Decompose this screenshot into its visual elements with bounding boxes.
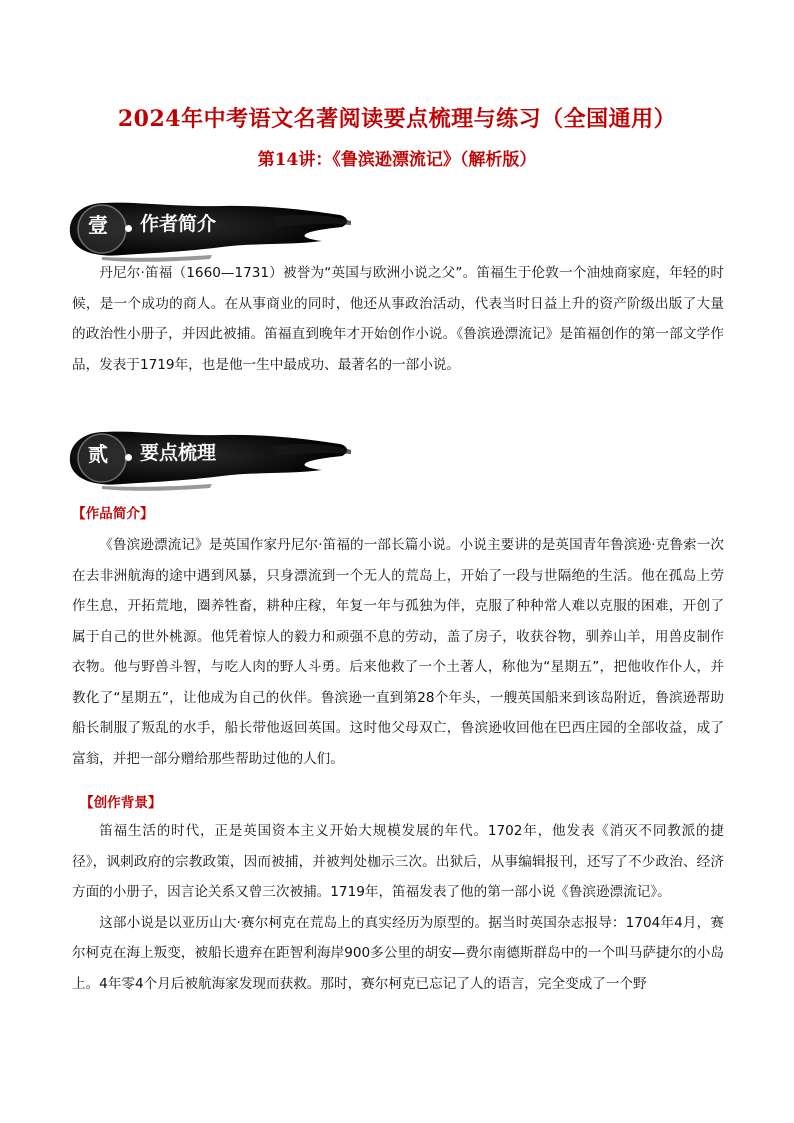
section-banner-author	[62, 197, 352, 263]
background-paragraph: 这部小说是以亚历山大·赛尔柯克在荒岛上的真实经历为原型的。据当时英国杂志报导：1704年4月，赛尔柯克在海上叛变，被船长遗弃在距智利海岸900多公里的胡安—费尔南德斯群岛中的一个叫马萨捷尔的小岛上。4年零4个月后被航海家发现而获救。那时，赛尔柯克已忘记了人的语言，完全变成了一个野	[72, 914, 724, 992]
document-title: 2024年中考语文名著阅读要点梳理与练习（全国通用）	[117, 106, 677, 132]
document-subtitle: 第14讲：《鲁滨逊漂流记》（解析版）	[257, 150, 537, 170]
work-intro-text: 《鲁滨逊漂流记》是英国作家丹尼尔·笛福的一部长篇小说。小说主要讲的是英国青年鲁滨逊·克鲁索一次在去非洲航海的途中遇到风暴，只身漂流到一个无人的荒岛上，开始了一段与世隔绝的生活。他在孤岛上劳作生息，开拓荒地，圈养牲畜，耕种庄稼，年复一年与孤独为伴，克服了种种常人难以克服的困难，开创了属于自己的世外桃源。他凭着惊人的毅力和顽强不息的劳动，盖了房子，收获谷物，驯养山羊，用兽皮制作衣物。他与野兽斗智，与吃人肉的野人斗勇。后来他救了一个土著人，称他为“星期五”，把他收作仆人，并教化了“星期五”，让他成为自己的伙伴。鲁滨逊一直到第28个年头，一艘英国船来到该岛附近，鲁滨逊帮助船长制服了叛乱的水手，船长带他返回英国。这时他父母双亡，鲁滨逊收回他在巴西庄园的全部收益，成了富翁，并把一部分赠给那些帮助过他的人们。	[72, 537, 724, 767]
background-paragraphs	[72, 816, 724, 999]
section-label: 要点梳理	[140, 442, 217, 464]
work-intro-tag: 【作品简介】	[72, 506, 154, 522]
background-tag: 【创作背景】	[80, 795, 162, 811]
work-intro-paragraph	[72, 530, 724, 774]
bullet-icon	[125, 225, 132, 232]
section-label: 作者简介	[140, 213, 217, 235]
section-banner-keypoints	[62, 426, 352, 492]
author-intro-text: 丹尼尔·笛福（1660—1731）被誉为“英国与欧洲小说之父”。笛福生于伦敦一个油烛商家庭，年轻的时候，是一个成功的商人。在从事商业的同时，他还从事政治活动，代表当时日益上升的资产阶级出版了大量的政治性小册子，并因此被捕。笛福直到晚年才开始创作小说。《鲁滨逊漂流记》是笛福创作的第一部文学作品，发表于1719年，也是他一生中最成功、最著名的一部小说。	[72, 265, 724, 373]
bullet-icon	[125, 454, 132, 461]
author-intro-paragraph	[72, 258, 724, 380]
background-paragraph: 笛福生活的时代，正是英国资本主义开始大规模发展的年代。1702年，他发表《消灭不同教派的捷径》，讽刺政府的宗教政策，因而被捕，并被判处枷示三次。出狱后，从事编辑报刊，还写了不少政治、经济方面的小册子，因言论关系又曾三次被捕。1719年，笛福发表了他的第一部小说《鲁滨逊漂流记》。	[72, 823, 724, 900]
section-number: 壹	[88, 213, 108, 237]
section-number: 贰	[88, 442, 108, 466]
